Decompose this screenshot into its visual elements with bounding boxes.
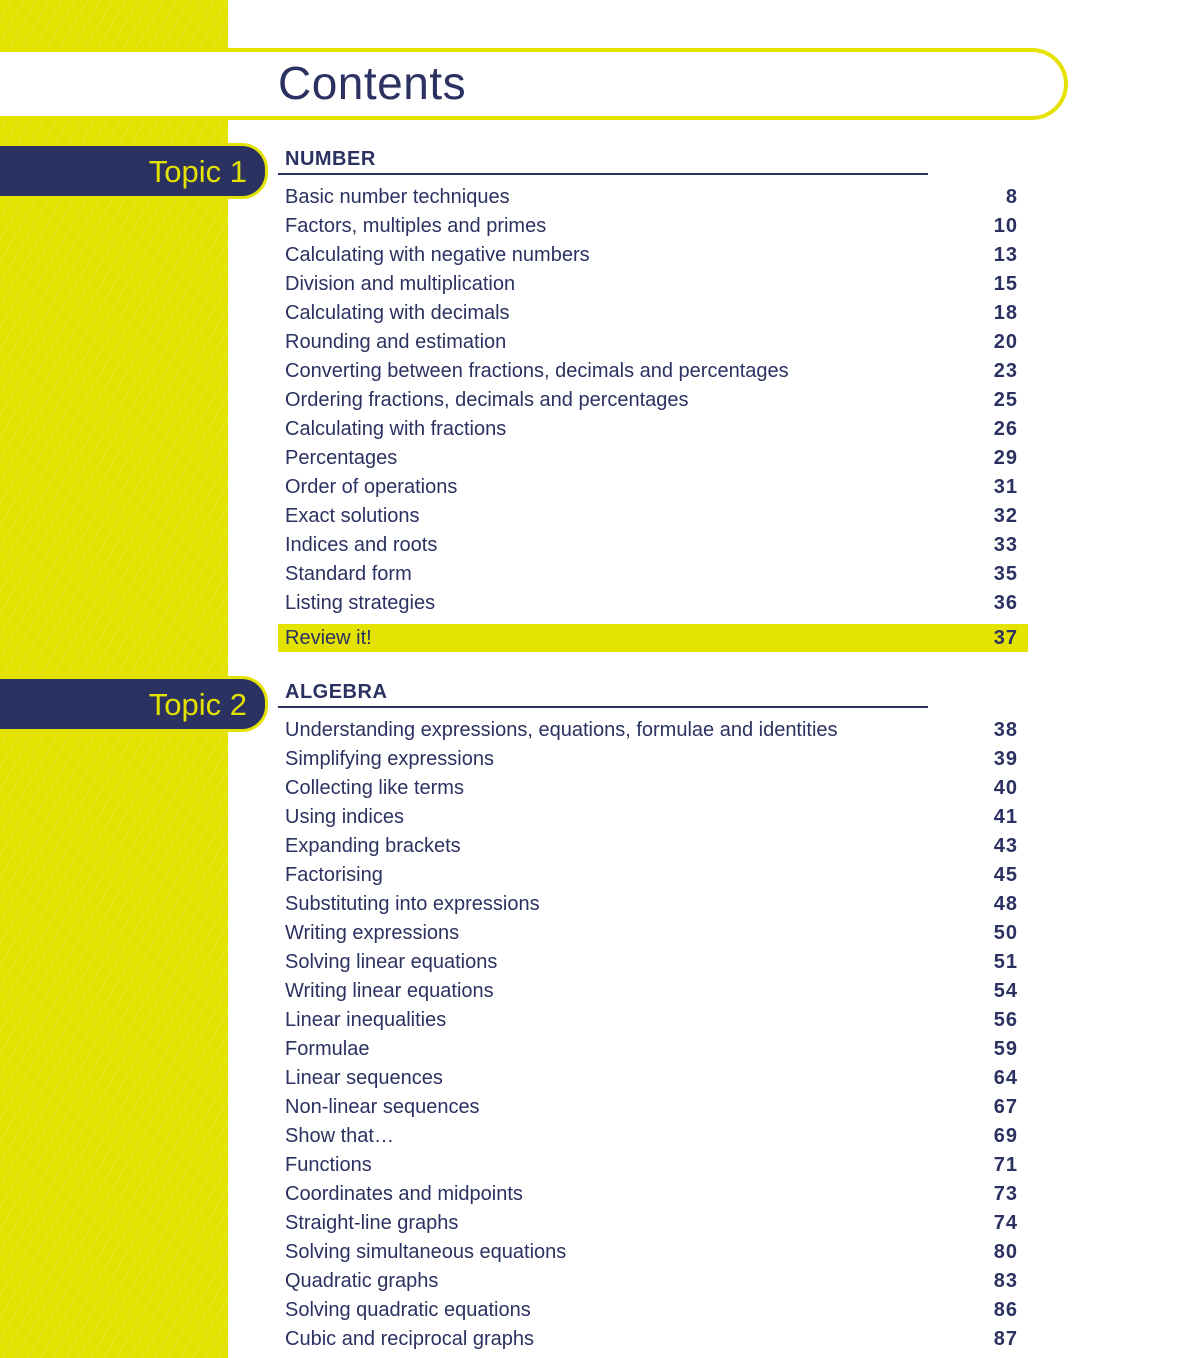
entry-title: Percentages <box>285 447 398 469</box>
entry-page-number: 32 <box>993 505 1018 527</box>
entry-page-number: 36 <box>993 592 1018 614</box>
entry-page-number: 41 <box>993 806 1018 828</box>
entry-page-number: 87 <box>993 1328 1018 1350</box>
contents-entry[interactable] <box>278 444 1028 473</box>
entry-page-number: 74 <box>993 1212 1018 1234</box>
section-heading: NUMBER <box>278 145 928 175</box>
contents-entry[interactable] <box>278 803 1028 832</box>
page-title: Contents <box>278 57 467 109</box>
entry-page-number: 69 <box>993 1125 1018 1147</box>
contents-entry[interactable] <box>278 415 1028 444</box>
contents-entry[interactable] <box>278 531 1028 560</box>
entry-title: Factorising <box>285 864 383 886</box>
contents-entry[interactable] <box>278 774 1028 803</box>
contents-entry[interactable] <box>278 716 1028 745</box>
contents-entry[interactable] <box>278 386 1028 415</box>
entry-page-number: 67 <box>993 1096 1018 1118</box>
topic-tab-2 <box>0 676 268 732</box>
entry-title: Using indices <box>285 806 404 828</box>
contents-entry[interactable] <box>278 1180 1028 1209</box>
entry-page-number: 56 <box>993 1009 1018 1031</box>
contents-entry[interactable] <box>278 1267 1028 1296</box>
contents-entry[interactable] <box>278 328 1028 357</box>
entry-title: Division and multiplication <box>285 273 516 295</box>
entry-page-number: 33 <box>993 534 1018 556</box>
entry-title: Converting between fractions, decimals and percentages <box>285 360 789 382</box>
contents-entry[interactable] <box>278 299 1028 328</box>
contents-entry[interactable] <box>278 473 1028 502</box>
entry-title: Collecting like terms <box>285 777 464 799</box>
contents-entry[interactable] <box>278 1122 1028 1151</box>
entry-page-number: 59 <box>993 1038 1018 1060</box>
contents-entry[interactable] <box>278 1209 1028 1238</box>
entry-title: Rounding and estimation <box>285 331 507 353</box>
entry-page-number: 26 <box>993 418 1018 440</box>
entry-page-number: 45 <box>993 864 1018 886</box>
entry-page-number: 50 <box>993 922 1018 944</box>
review-entry[interactable] <box>278 624 1028 652</box>
contents-entry[interactable] <box>278 560 1028 589</box>
contents-entry[interactable] <box>278 183 1028 212</box>
entry-title: Simplifying expressions <box>285 748 494 770</box>
entry-title: Show that… <box>285 1125 394 1147</box>
entry-title: Writing expressions <box>285 922 460 944</box>
contents-entry[interactable] <box>278 745 1028 774</box>
contents-entry[interactable] <box>278 832 1028 861</box>
entry-page-number: 71 <box>993 1154 1018 1176</box>
entry-title: Linear inequalities <box>285 1009 447 1031</box>
topic-tab-label: Topic 2 <box>148 687 247 722</box>
entry-title: Solving linear equations <box>285 951 498 973</box>
contents-entry[interactable] <box>278 357 1028 386</box>
entry-title: Calculating with negative numbers <box>285 244 590 266</box>
entry-title: Calculating with decimals <box>285 302 510 324</box>
contents-entry[interactable] <box>278 1238 1028 1267</box>
entry-title: Calculating with fractions <box>285 418 507 440</box>
contents-entry[interactable] <box>278 589 1028 618</box>
entry-page-number: 31 <box>993 476 1018 498</box>
section-heading: ALGEBRA <box>278 678 928 708</box>
entry-page-number: 10 <box>993 215 1018 237</box>
contents-entry[interactable] <box>278 1296 1028 1325</box>
entry-title: Basic number techniques <box>285 186 510 208</box>
entry-title: Non-linear sequences <box>285 1096 480 1118</box>
topic-tab-1 <box>0 143 268 199</box>
entry-page-number: 20 <box>993 331 1018 353</box>
entry-title: Writing linear equations <box>285 980 494 1002</box>
contents-entry[interactable] <box>278 977 1028 1006</box>
entry-title: Formulae <box>285 1038 370 1060</box>
contents-entry[interactable] <box>278 1064 1028 1093</box>
entry-page-number: 13 <box>993 244 1018 266</box>
entry-page-number: 51 <box>993 951 1018 973</box>
entry-title: Coordinates and midpoints <box>285 1183 523 1205</box>
entry-title: Substituting into expressions <box>285 893 540 915</box>
entry-page-number: 43 <box>993 835 1018 857</box>
contents-entry[interactable] <box>278 890 1028 919</box>
entry-page-number: 73 <box>993 1183 1018 1205</box>
entry-page-number: 80 <box>993 1241 1018 1263</box>
entry-page-number: 54 <box>993 980 1018 1002</box>
entry-page-number: 39 <box>993 748 1018 770</box>
entry-title: Functions <box>285 1154 372 1176</box>
entry-page-number: 86 <box>993 1299 1018 1321</box>
entry-title: Cubic and reciprocal graphs <box>285 1328 535 1350</box>
entry-title: Exact solutions <box>285 505 420 527</box>
contents-entry[interactable] <box>278 241 1028 270</box>
contents-entry[interactable] <box>278 948 1028 977</box>
entry-page-number: 18 <box>993 302 1018 324</box>
entry-title: Linear sequences <box>285 1067 443 1089</box>
entry-page-number: 64 <box>993 1067 1018 1089</box>
topic-tab-label: Topic 1 <box>148 154 247 189</box>
entry-title: Standard form <box>285 563 412 585</box>
entry-title: Straight-line graphs <box>285 1212 459 1234</box>
entry-page-number: 23 <box>993 360 1018 382</box>
entry-page-number: 8 <box>1005 186 1018 208</box>
contents-entry[interactable] <box>278 502 1028 531</box>
entry-title: Factors, multiples and primes <box>285 215 547 237</box>
entry-title: Order of operations <box>285 476 458 498</box>
entry-page-number: 48 <box>993 893 1018 915</box>
entry-title: Review it! <box>285 627 372 649</box>
entry-title: Listing strategies <box>285 592 436 614</box>
contents-entry[interactable] <box>278 212 1028 241</box>
entry-page-number: 37 <box>993 627 1018 649</box>
entry-title: Quadratic graphs <box>285 1270 439 1292</box>
contents-entry[interactable] <box>278 919 1028 948</box>
entry-page-number: 35 <box>993 563 1018 585</box>
entry-title: Understanding expressions, equations, formulae and identities <box>285 719 838 741</box>
entry-page-number: 25 <box>993 389 1018 411</box>
section-algebra <box>278 678 1028 1354</box>
contents-entry[interactable] <box>278 1151 1028 1180</box>
entry-title: Solving simultaneous equations <box>285 1241 567 1263</box>
contents-entry[interactable] <box>278 1006 1028 1035</box>
contents-entry[interactable] <box>278 270 1028 299</box>
entry-page-number: 29 <box>993 447 1018 469</box>
contents-entry[interactable] <box>278 1325 1028 1354</box>
entry-page-number: 83 <box>993 1270 1018 1292</box>
contents-entry[interactable] <box>278 1035 1028 1064</box>
contents-entry[interactable] <box>278 1093 1028 1122</box>
entry-title: Indices and roots <box>285 534 438 556</box>
title-band <box>0 48 1068 120</box>
entry-title: Expanding brackets <box>285 835 461 857</box>
entry-title: Solving quadratic equations <box>285 1299 531 1321</box>
entry-page-number: 15 <box>993 273 1018 295</box>
contents-entry[interactable] <box>278 861 1028 890</box>
section-number <box>278 145 1028 652</box>
entry-page-number: 38 <box>993 719 1018 741</box>
entry-title: Ordering fractions, decimals and percentages <box>285 389 689 411</box>
entry-page-number: 40 <box>993 777 1018 799</box>
